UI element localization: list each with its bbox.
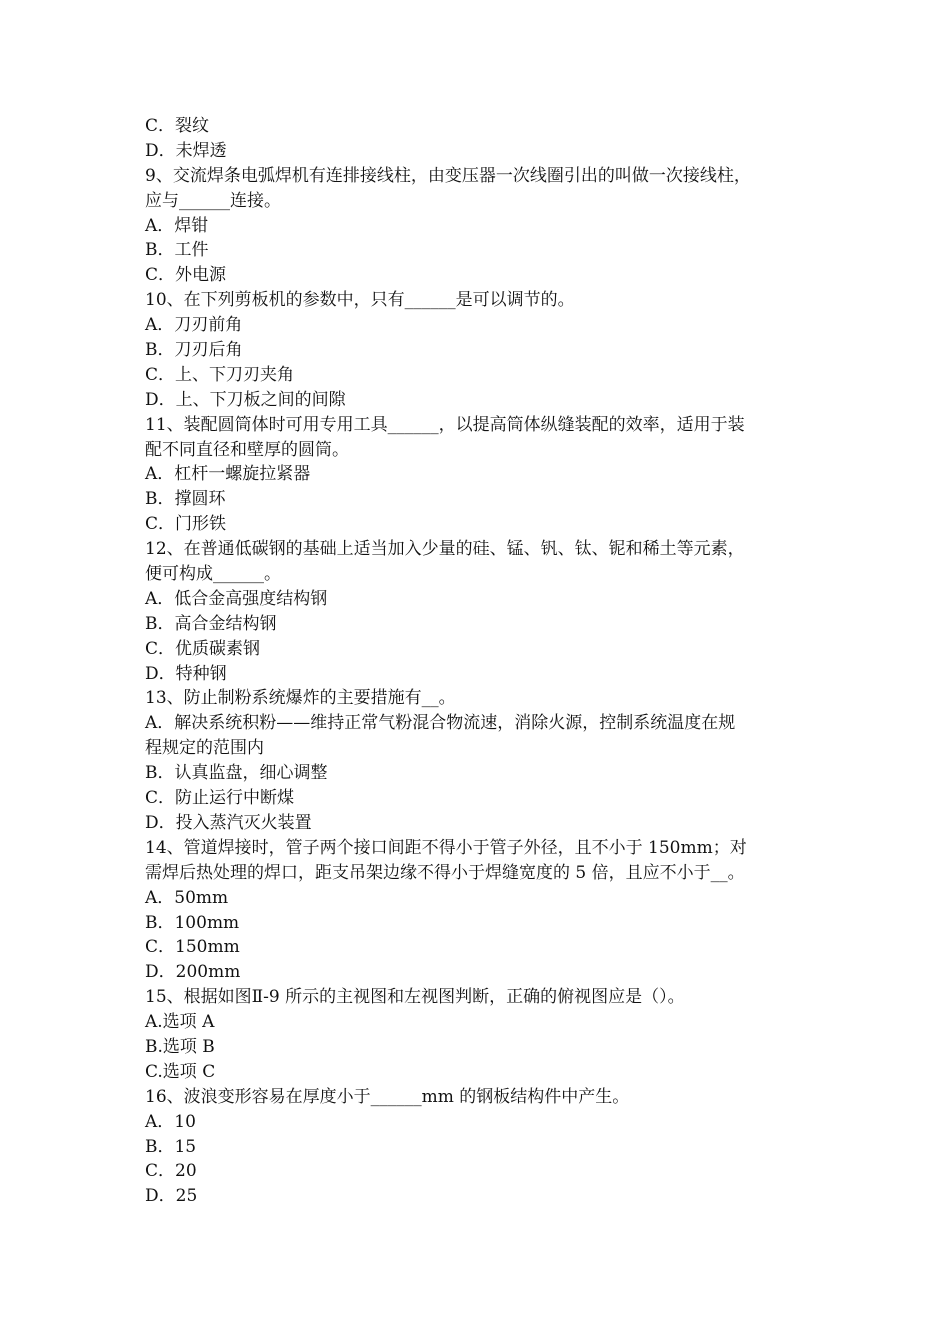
option-9b: B．工件 [145,240,209,261]
option-11c: C．门形铁 [145,514,227,535]
question-15: 15、根据如图Ⅱ-9 所示的主视图和左视图判断，正确的俯视图应是（）。 [145,987,685,1008]
option-10b: B．刀刃后角 [145,340,243,361]
question-10: 10、在下列剪板机的参数中，只有______是可以调节的。 [145,290,575,311]
option-16a: A．10 [145,1111,196,1132]
option-16d: D．25 [145,1186,198,1207]
option-13d: D．投入蒸汽灭火装置 [145,812,312,833]
option-14c: C．150mm [145,937,240,958]
option-16b: B．15 [145,1136,197,1157]
question-12-line-1: 12、在普通低碳钢的基础上适当加入少量的硅、锰、钒、钛、铌和稀土等元素， [145,539,745,560]
question-14-line-2: 需焊后热处理的焊口，距支吊架边缘不得小于焊缝宽度的 5 倍，且应不小于__。 [145,862,745,883]
option-14b: B．100mm [145,912,240,933]
option-14a: A．50mm [145,887,229,908]
question-11-line-2: 配不同直径和壁厚的圆筒。 [145,439,349,460]
question-9-line-1: 9、交流焊条电弧焊机有连排接线柱，由变压器一次线圈引出的叫做一次接线柱， [145,165,751,186]
question-9-line-2: 应与______连接。 [145,190,281,211]
option-10d: D．上、下刀板之间的间隙 [145,389,346,410]
option-16c: C．20 [145,1161,197,1182]
document-page [145,114,810,1209]
option-13c: C．防止运行中断煤 [145,788,295,809]
option-15a: A.选项 A [145,1012,215,1033]
option-9c: C．外电源 [145,265,227,286]
question-13: 13、防止制粉系统爆炸的主要措施有__。 [145,688,456,709]
option-11b: B．撑圆环 [145,489,226,510]
option-12a: A．低合金高强度结构钢 [145,588,328,609]
option-12c: C．优质碳素钢 [145,638,261,659]
option-8c: C．裂纹 [145,116,210,136]
option-14d: D．200mm [145,962,241,983]
option-15b: B.选项 B [145,1036,215,1057]
option-11a: A．杠杆一螺旋拉紧器 [145,464,311,485]
option-12b: B．高合金结构钢 [145,613,277,634]
option-13a-line-1: A．解决系统积粉——维持正常气粉混合物流速，消除火源，控制系统温度在规 [145,713,736,734]
question-14-line-1: 14、管道焊接时，管子两个接口间距不得小于管子外径，且不小于 150mm；对 [145,837,747,858]
option-10a: A．刀刃前角 [145,315,243,336]
option-12d: D．特种钢 [145,663,227,684]
option-15c: C.选项 C [145,1061,216,1082]
option-9a: A．焊钳 [145,215,209,236]
option-10c: C．上、下刀刃夹角 [145,364,295,385]
question-16: 16、波浪变形容易在厚度小于______mm 的钢板结构件中产生。 [145,1086,630,1107]
option-13b: B．认真监盘，细心调整 [145,763,328,784]
option-8d: D．未焊透 [145,140,227,161]
question-11-line-1: 11、装配圆筒体时可用专用工具______，以提高筒体纵缝装配的效率，适用于装 [145,414,745,435]
option-13a-line-2: 程规定的范围内 [145,738,264,759]
question-12-line-2: 便可构成______。 [145,564,281,585]
